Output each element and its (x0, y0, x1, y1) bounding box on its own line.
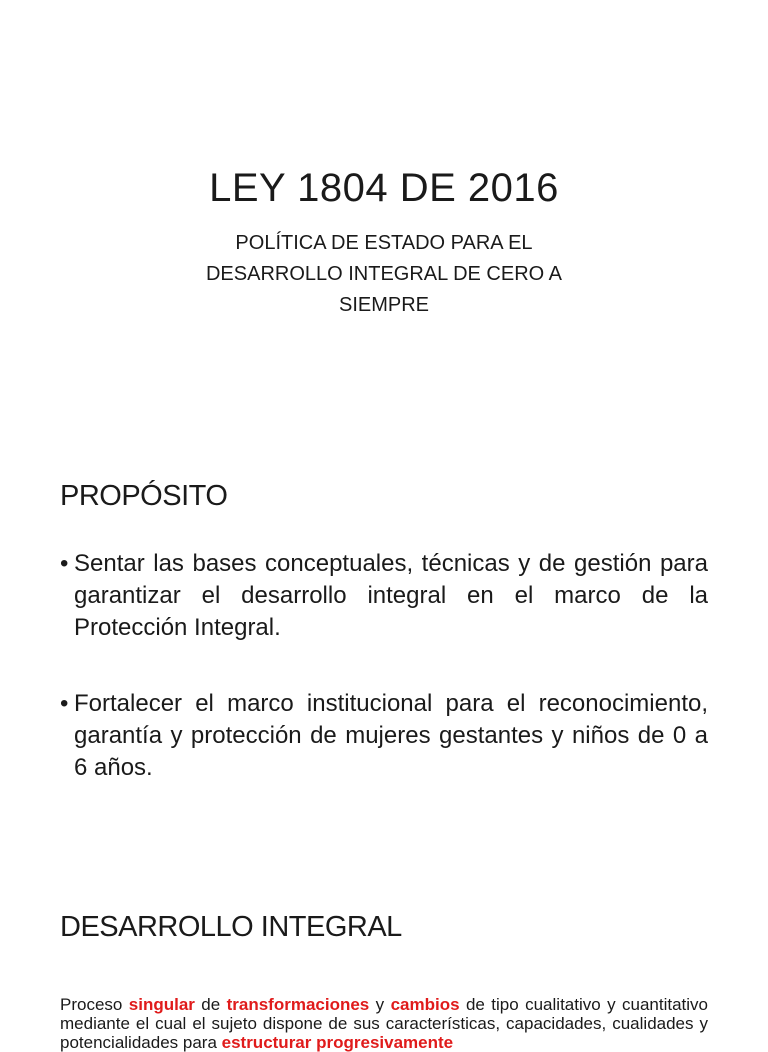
bullet-item (60, 688, 708, 784)
highlight-term: singular (128, 995, 195, 1014)
slide-desarrollo-integral (0, 868, 768, 1052)
bullet-text: Sentar las bases conceptuales, técnicas y de gestión para garantizar el desarrollo integral en el marco de la Protección Integral. (74, 550, 708, 641)
slide-title-heading: LEY 1804 DE 2016 (209, 166, 559, 210)
slide-proposito (0, 432, 768, 868)
highlight-term: transformaciones (226, 995, 370, 1014)
slide-heading-proposito: PROPÓSITO (60, 480, 228, 512)
paragraph-text: Proceso (60, 995, 129, 1014)
bullet-list (60, 548, 708, 828)
slide-heading-desarrollo: DESARROLLO INTEGRAL (60, 911, 402, 943)
paragraph-text: de tipo cualitativo y cuantitativo mediante el cual el sujeto dispone de sus características, capacidades, cualidades y potencialidades para (60, 995, 708, 1052)
bullet-dot-icon: • (60, 690, 69, 717)
definition-paragraph (60, 995, 708, 1052)
paragraph-text: y (369, 995, 391, 1014)
slide-title (0, 0, 768, 432)
slide-subtitle: POLÍTICA DE ESTADO PARA EL DESARROLLO INTEGRAL DE CERO A SIEMPRE (205, 232, 562, 316)
paragraph-text: de (194, 995, 227, 1014)
bullet-item (60, 548, 708, 644)
highlight-term: estructurar progresivamente (221, 1033, 454, 1052)
highlight-term: cambios (390, 995, 460, 1014)
bullet-dot-icon: • (60, 550, 69, 577)
bullet-text: Fortalecer el marco institucional para el reconocimiento, garantía y protección de mujeres gestantes y niños de 0 a 6 años. (74, 690, 708, 781)
